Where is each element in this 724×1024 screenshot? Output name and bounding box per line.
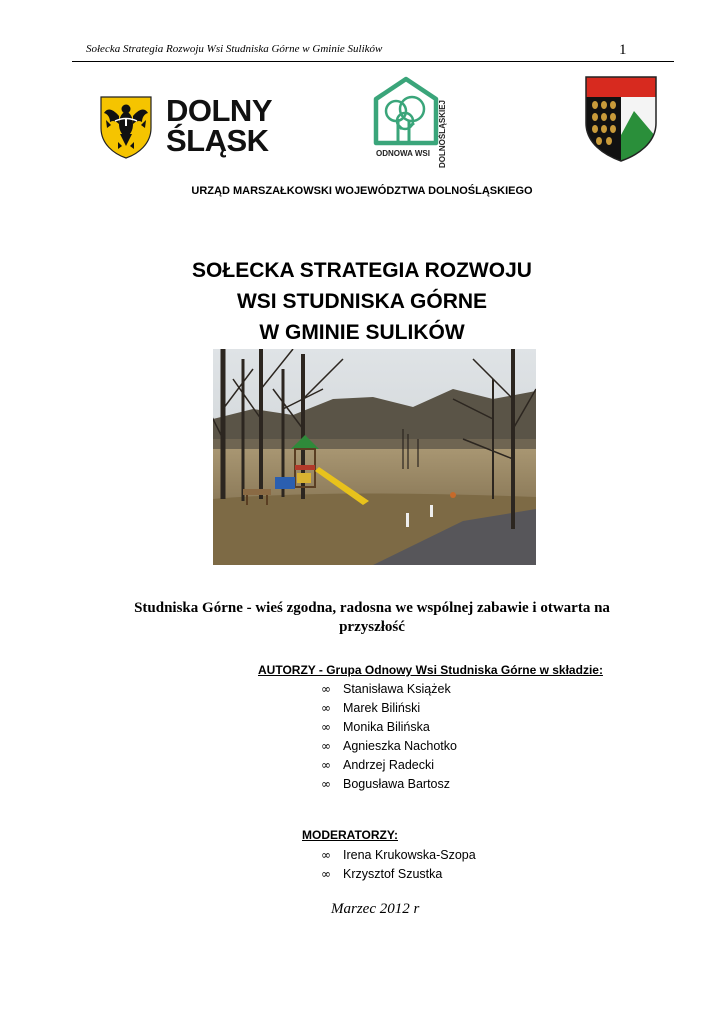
infinity-bullet-icon: ∞ <box>321 777 331 791</box>
header-rule <box>72 61 674 62</box>
dolny-slask-logo <box>98 92 294 160</box>
list-item <box>321 737 457 756</box>
coat-of-arms-icon <box>584 75 658 163</box>
author-name: Andrzej Radecki <box>343 758 435 772</box>
list-item <box>321 699 457 718</box>
moderators-list <box>321 846 476 884</box>
moderator-name: Krzysztof Szustka <box>343 867 443 881</box>
village-motto <box>96 599 648 637</box>
dolny-slask-line2: ŚLĄSK <box>166 123 269 158</box>
running-header-title: Sołecka Strategia Rozwoju Wsi Studniska Górne w Gminie Sulików <box>86 43 383 55</box>
author-name: Monika Bilińska <box>343 720 430 734</box>
office-name: URZĄD MARSZAŁKOWSKI WOJEWÓDZTWA DOLNOŚLĄSKIEGO <box>191 185 533 197</box>
odnowa-wsi-caption: ODNOWA WSI <box>376 149 430 158</box>
coat-of-arms-logo <box>584 75 658 163</box>
playground-landscape-photo <box>213 349 536 565</box>
document-title <box>0 255 724 348</box>
motto-line2: przyszłość <box>339 619 405 635</box>
author-name: Agnieszka Nachotko <box>343 739 457 753</box>
authors-list <box>321 680 457 794</box>
infinity-bullet-icon: ∞ <box>321 848 331 862</box>
list-item <box>321 865 476 884</box>
dolny-slask-line1: DOLNY <box>166 93 272 128</box>
title-line3: W GMINIE SULIKÓW <box>259 321 465 344</box>
list-item <box>321 756 457 775</box>
list-item <box>321 680 457 699</box>
author-name: Stanisława Książek <box>343 682 451 696</box>
title-line2: WSI STUDNISKA GÓRNE <box>236 290 488 313</box>
list-item <box>321 775 457 794</box>
author-name: Marek Biliński <box>343 701 421 715</box>
moderators-heading: MODERATORZY: <box>302 828 398 842</box>
document-date: Marzec 2012 r <box>331 901 420 917</box>
list-item <box>321 718 457 737</box>
page-number: 1 <box>619 42 627 58</box>
infinity-bullet-icon: ∞ <box>321 701 331 715</box>
infinity-bullet-icon: ∞ <box>321 758 331 772</box>
list-item <box>321 846 476 865</box>
moderator-name: Irena Krukowska-Szopa <box>343 848 476 862</box>
infinity-bullet-icon: ∞ <box>321 867 331 881</box>
author-name: Bogusława Bartosz <box>343 777 451 791</box>
village-photo <box>213 349 536 565</box>
infinity-bullet-icon: ∞ <box>321 720 331 734</box>
authors-heading: AUTORZY - Grupa Odnowy Wsi Studniska Górne w składzie: <box>258 663 603 677</box>
odnowa-wsi-vertical-text: DOLNOŚLĄSKIEJ <box>438 100 447 169</box>
eagle-shield-icon <box>98 94 154 160</box>
motto-line1: Studniska Górne - wieś zgodna, radosna we wspólnej zabawie i otwarta na <box>134 600 610 616</box>
infinity-bullet-icon: ∞ <box>321 739 331 753</box>
infinity-bullet-icon: ∞ <box>321 682 331 696</box>
odnowa-wsi-logo <box>372 75 462 167</box>
title-line1: SOŁECKA STRATEGIA ROZWOJU <box>192 259 532 282</box>
house-trees-icon <box>372 75 440 147</box>
